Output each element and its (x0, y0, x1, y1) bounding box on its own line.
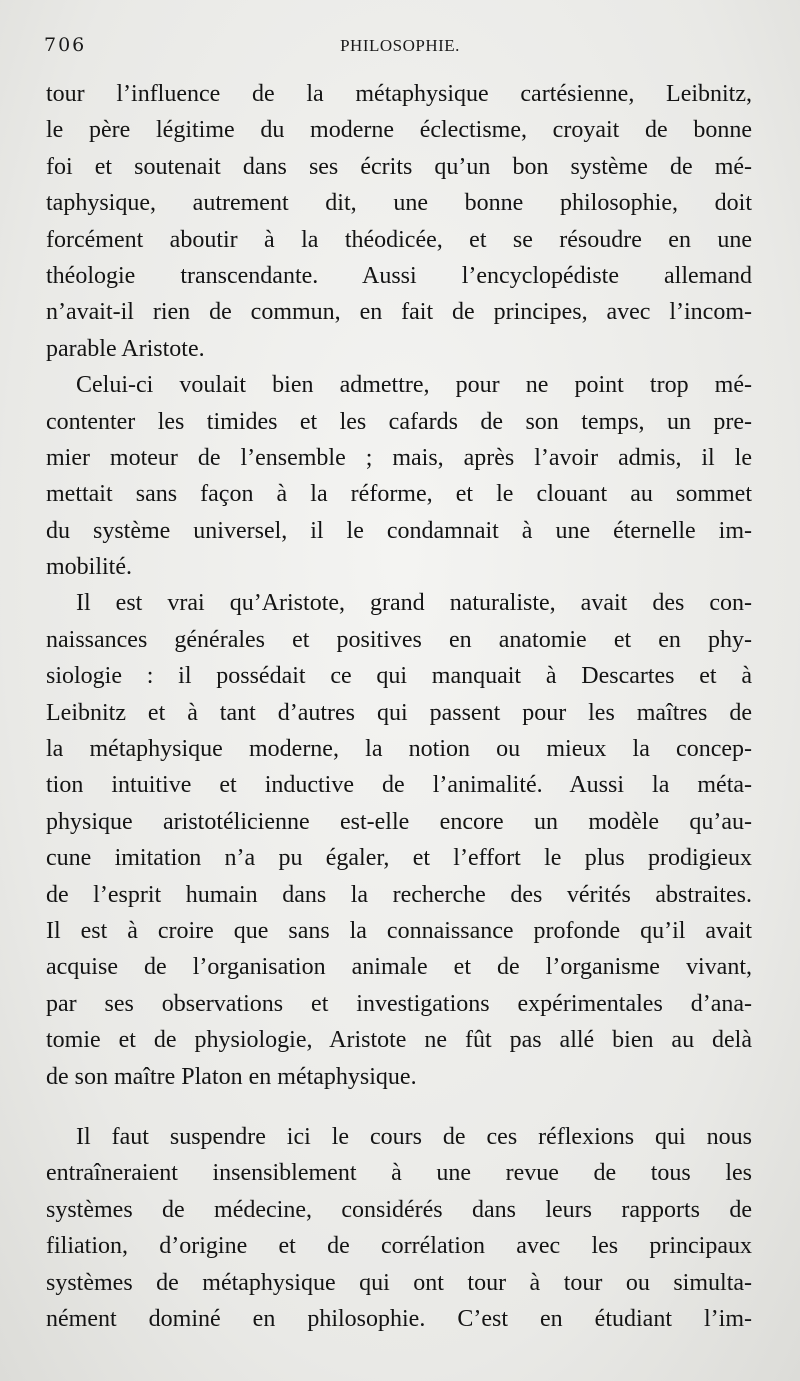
text-line: siologie : il possédait ce qui manquait à Descartes et à (46, 663, 752, 690)
text-line: théologie transcendante. Aussi l’encyclopédiste allemand (46, 262, 752, 289)
text-line: physique aristotélicienne est-elle encore un modèle qu’au- (46, 808, 752, 835)
text-line: la métaphysique moderne, la notion ou mieux la concep- (46, 736, 752, 763)
text-line: Il est à croire que sans la connaissance profonde qu’il avait (46, 917, 752, 944)
text-line: de son maître Platon en métaphysique. (46, 1063, 417, 1090)
text-line: forcément aboutir à la théodicée, et se résoudre en une (46, 226, 752, 253)
text-line: Il est vrai qu’Aristote, grand naturaliste, avait des con- (76, 590, 752, 617)
text-line: mettait sans façon à la réforme, et le clouant au sommet (46, 481, 752, 508)
running-title: PHILOSOPHIE. (340, 36, 460, 55)
text-line: Celui-ci voulait bien admettre, pour ne point trop mé- (76, 372, 752, 399)
text-line: systèmes de métaphysique qui ont tour à tour ou simulta- (46, 1269, 752, 1296)
text-line: tomie et de physiologie, Aristote ne fût pas allé bien au delà (46, 1027, 752, 1054)
paragraph-spacer (46, 1095, 752, 1119)
text-line: cune imitation n’a pu égaler, et l’effort le plus prodigieux (46, 845, 752, 872)
paragraph (46, 76, 752, 367)
paragraph (46, 367, 752, 585)
paragraph (46, 1119, 752, 1337)
text-line: nément dominé en philosophie. C’est en étudiant l’im- (46, 1305, 752, 1332)
text-line: foi et soutenait dans ses écrits qu’un bon système de mé- (46, 153, 752, 180)
text-line: mobilité. (46, 554, 132, 581)
text-line: du système universel, il le condamnait à une éternelle im- (46, 517, 752, 544)
text-line: acquise de l’organisation animale et de l’organisme vivant, (46, 954, 752, 981)
text-line: filiation, d’origine et de corrélation avec les principaux (46, 1233, 752, 1260)
text-line: tour l’influence de la métaphysique cartésienne, Leibnitz, (46, 81, 752, 107)
text-line: le père légitime du moderne éclectisme, croyait de bonne (46, 117, 752, 144)
text-line: contenter les timides et les cafards de son temps, un pre- (46, 408, 752, 435)
text-line: par ses observations et investigations expérimentales d’ana- (46, 990, 752, 1017)
text-line: Il faut suspendre ici le cours de ces réflexions qui nous (76, 1123, 752, 1150)
text-line: de l’esprit humain dans la recherche des vérités abstraites. (46, 881, 752, 908)
text-line: systèmes de médecine, considérés dans leurs rapports de (46, 1196, 752, 1223)
text-line: parable Aristote. (46, 335, 205, 362)
text-line: taphysique, autrement dit, une bonne philosophie, doit (46, 190, 752, 217)
text-line: n’avait-il rien de commun, en fait de principes, avec l’incom- (46, 299, 752, 326)
text-line: Leibnitz et à tant d’autres qui passent pour les maîtres de (46, 699, 752, 726)
body-text (46, 76, 752, 1337)
text-line: entraîneraient insensiblement à une revue de tous les (46, 1160, 752, 1187)
paragraph (46, 585, 752, 1094)
text-line: mier moteur de l’ensemble ; mais, après l’avoir admis, il le (46, 444, 752, 471)
text-line: tion intuitive et inductive de l’animalité. Aussi la méta- (46, 772, 752, 799)
text-line: naissances générales et positives en anatomie et en phy- (46, 626, 752, 653)
page-number: 706 (44, 34, 87, 56)
